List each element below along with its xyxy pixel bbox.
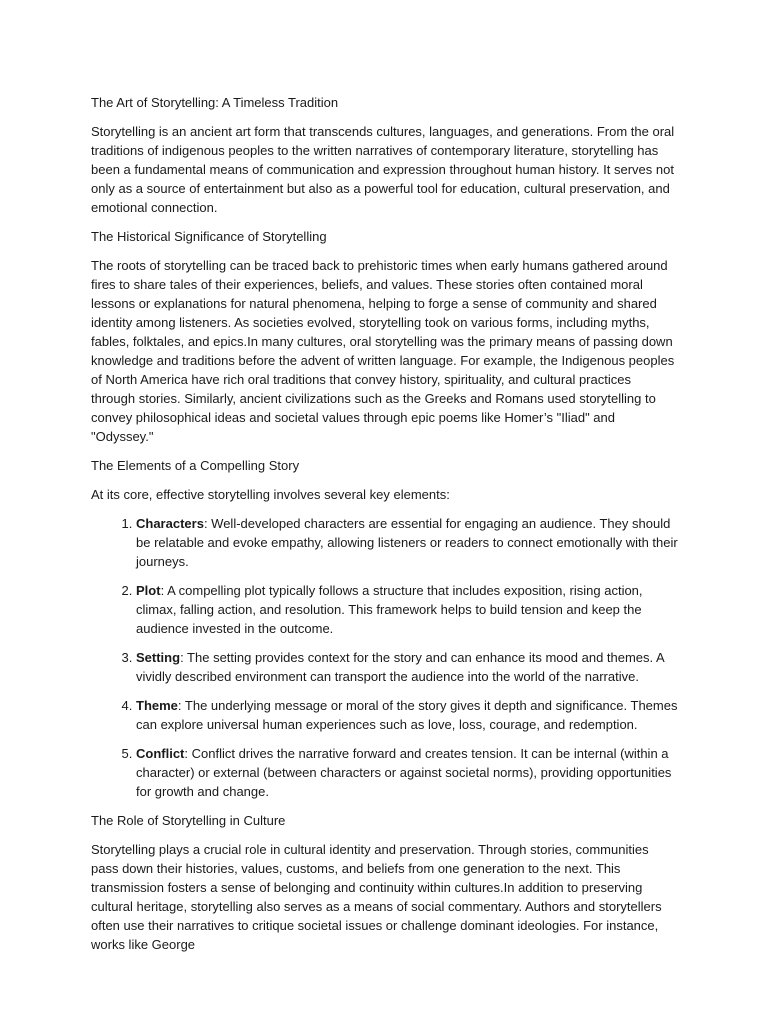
list-item-conflict	[136, 744, 678, 801]
list-item-text: : The setting provides context for the story and can enhance its mood and themes. A vividly described environment can transport the audience into the world of the narrative.	[136, 650, 665, 684]
list-item-text: : Well-developed characters are essential for engaging an audience. They should be relatable and evoke empathy, allowing listeners or readers to connect emotionally with their journeys.	[136, 516, 678, 569]
list-item-text: : Conflict drives the narrative forward and creates tension. It can be internal (within a character) or external (between characters or against societal norms), providing opportunities for growth and change.	[136, 746, 672, 799]
section-heading-historical-significance: The Historical Significance of Storytelling	[91, 229, 327, 244]
list-item-plot	[136, 581, 678, 638]
story-elements-list	[91, 514, 678, 801]
role-in-culture-paragraph: Storytelling plays a crucial role in cultural identity and preservation. Through stories, communities pass down their histories, values, customs, and beliefs from one generation to the next. This transmission fosters a sense of belonging and continuity within cultures.In addition to preserving cultural heritage, storytelling also serves as a means of social commentary. Authors and storytellers often use their narratives to critique societal issues or challenge dominant ideologies. For instance, works like George	[91, 842, 662, 952]
list-item-term: Setting	[136, 650, 181, 665]
list-item-characters	[136, 514, 678, 571]
elements-intro-paragraph: At its core, effective storytelling involves several key elements:	[91, 487, 450, 502]
section-heading-elements: The Elements of a Compelling Story	[91, 458, 300, 473]
list-item-text: : The underlying message or moral of the story gives it depth and significance. Themes can explore universal human experiences such as love, loss, courage, and redemption.	[136, 698, 678, 732]
list-item-theme	[136, 696, 678, 734]
list-item-term: Conflict	[136, 746, 185, 761]
historical-significance-paragraph: The roots of storytelling can be traced back to prehistoric times when early humans gathered around fires to share tales of their experiences, beliefs, and values. These stories often contained moral lessons or explanations for natural phenomena, helping to forge a sense of community and shared identity among listeners. As societies evolved, storytelling took on various forms, including myths, fables, folktales, and epics.In many cultures, oral storytelling was the primary means of passing down knowledge and traditions before the advent of written language. For example, the Indigenous peoples of North America have rich oral traditions that convey history, spirituality, and cultural practices through stories. Similarly, ancient civilizations such as the Greeks and Romans used storytelling to convey philosophical ideas and societal values through epic poems like Homer’s "Iliad" and "Odyssey."	[91, 258, 675, 444]
list-item-term: Plot	[136, 583, 161, 598]
section-heading-role-in-culture: The Role of Storytelling in Culture	[91, 813, 286, 828]
list-item-text: : A compelling plot typically follows a structure that includes exposition, rising action, climax, falling action, and resolution. This framework helps to build tension and keep the audience invested in the outcome.	[136, 583, 643, 636]
list-item-setting	[136, 648, 678, 686]
intro-paragraph: Storytelling is an ancient art form that transcends cultures, languages, and generations. From the oral traditions of indigenous peoples to the written narratives of contemporary literature, storytelling has been a fundamental means of communication and expression throughout human history. It serves not only as a source of entertainment but also as a powerful tool for education, cultural preservation, and emotional connection.	[91, 124, 675, 215]
list-item-term: Theme	[136, 698, 178, 713]
list-item-term: Characters	[136, 516, 204, 531]
document-title: The Art of Storytelling: A Timeless Tradition	[91, 95, 339, 110]
